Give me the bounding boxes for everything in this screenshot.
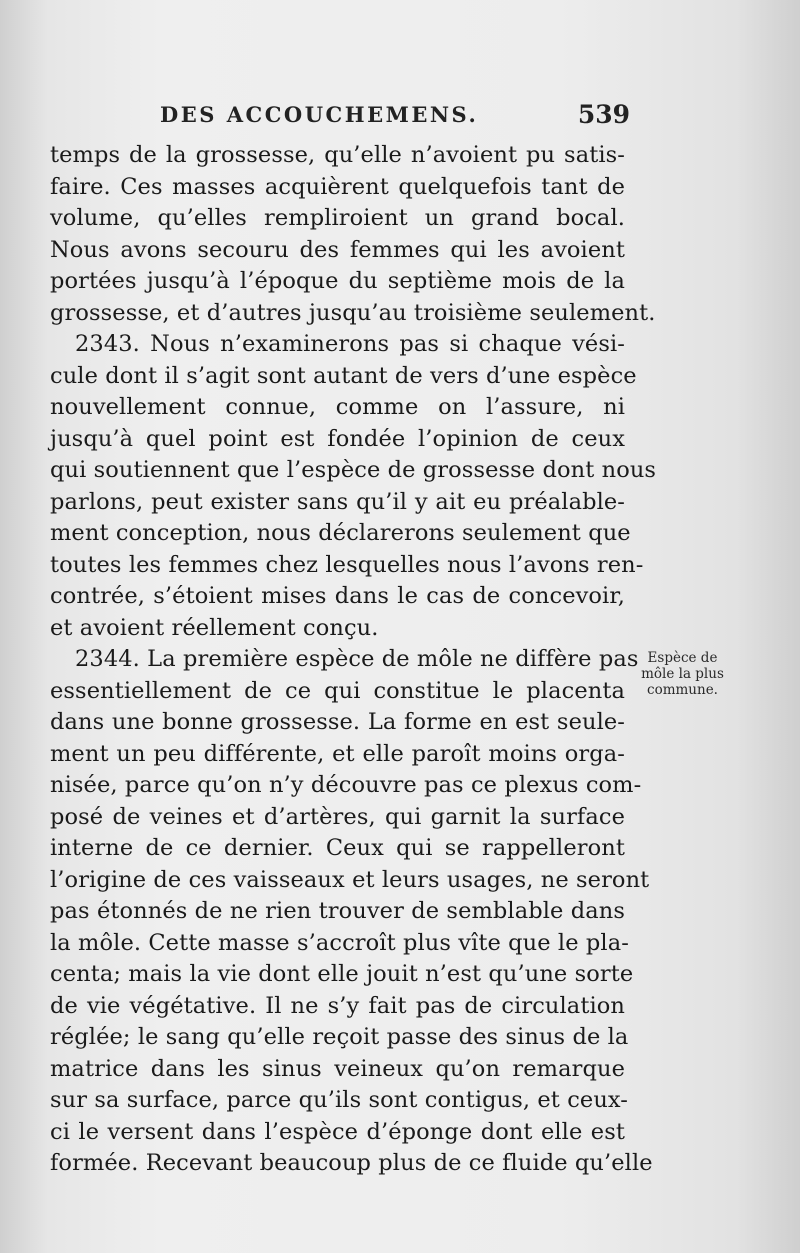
text-line: matrice dans les sinus veineux qu’on remarque (50, 1055, 625, 1082)
paragraph-2343-start: 2343. Nous n’examinerons pas si chaque vési- (75, 331, 625, 357)
text-line: essentiellement de ce qui constitue le placenta (50, 677, 625, 704)
text-line: sur sa surface, parce qu’ils sont contigus, et ceux- (50, 1087, 629, 1113)
text-line: Nous avons secouru des femmes qui les avoient (50, 236, 625, 263)
text-line: réglée; le sang qu’elle reçoit passe des sinus de la (50, 1024, 629, 1050)
text-line: grossesse, et d’autres jusqu’au troisième seulement. (50, 299, 656, 326)
text-line: faire. Ces masses acquièrent quelquefois tant de (50, 173, 625, 200)
text-line: interne de ce dernier. Ceux qui se rappelleront (50, 835, 625, 861)
text-line: qui soutiennent que l’espèce de grossesse dont nous (50, 457, 657, 483)
text-line: centa; mais la vie dont elle jouit n’est qu’une sorte (50, 961, 634, 987)
running-head: DES ACCOUCHEMENS. (160, 102, 479, 127)
text-line: contrée, s’étoient mises dans le cas de concevoir, (50, 583, 625, 609)
text-line: nouvellement connue, comme on l’assure, ni (50, 394, 625, 420)
margin-note-line: môle la plus (641, 666, 724, 682)
text-line: de vie végétative. Il ne s’y fait pas de circulation (50, 992, 625, 1019)
text-line: volume, qu’elles rempliroient un grand bocal. (50, 205, 625, 231)
text-line: nisée, parce qu’on n’y découvre pas ce plexus com- (50, 772, 642, 798)
page-header (160, 100, 630, 140)
body-text (50, 140, 657, 1180)
margin-note-line: Espèce de (647, 650, 718, 666)
text-line: parlons, peut exister sans qu’il y ait eu préalable- (50, 488, 625, 515)
text-line: pas étonnés de ne rien trouver de semblable dans (50, 898, 625, 924)
text-line: ment un peu différente, et elle paroît moins orga- (50, 740, 625, 767)
text-line: toutes les femmes chez lesquelles nous l’avons ren- (50, 551, 644, 578)
paragraph-2344-start: 2344. La première espèce de môle ne diffère pas (75, 646, 639, 672)
text-line: jusqu’à quel point est fondée l’opinion de ceux (50, 425, 625, 452)
text-line: ci le versent dans l’espèce d’éponge dont elle est (50, 1118, 625, 1145)
page-number: 539 (577, 100, 630, 129)
text-line: cule dont il s’agit sont autant de vers d’une espèce (50, 362, 637, 389)
text-line: dans une bonne grossesse. La forme en est seule- (50, 709, 625, 735)
text-line: portées jusqu’à l’époque du septième mois de la (50, 268, 625, 294)
text-line: posé de veines et d’artères, qui garnit la surface (50, 803, 625, 830)
text-line: l’origine de ces vaisseaux et leurs usages, ne seront (50, 866, 650, 893)
text-line: formée. Recevant beaucoup plus de ce fluide qu’elle (50, 1150, 653, 1176)
text-line: la môle. Cette masse s’accroît plus vîte que le pla- (50, 929, 629, 956)
margin-note (630, 650, 735, 698)
text-line: et avoient réellement conçu. (50, 614, 379, 641)
margin-note-line: commune. (647, 682, 718, 698)
text-line: ment conception, nous déclarerons seulement que (50, 520, 631, 546)
text-line: temps de la grossesse, qu’elle n’avoient pu satis- (50, 142, 625, 168)
